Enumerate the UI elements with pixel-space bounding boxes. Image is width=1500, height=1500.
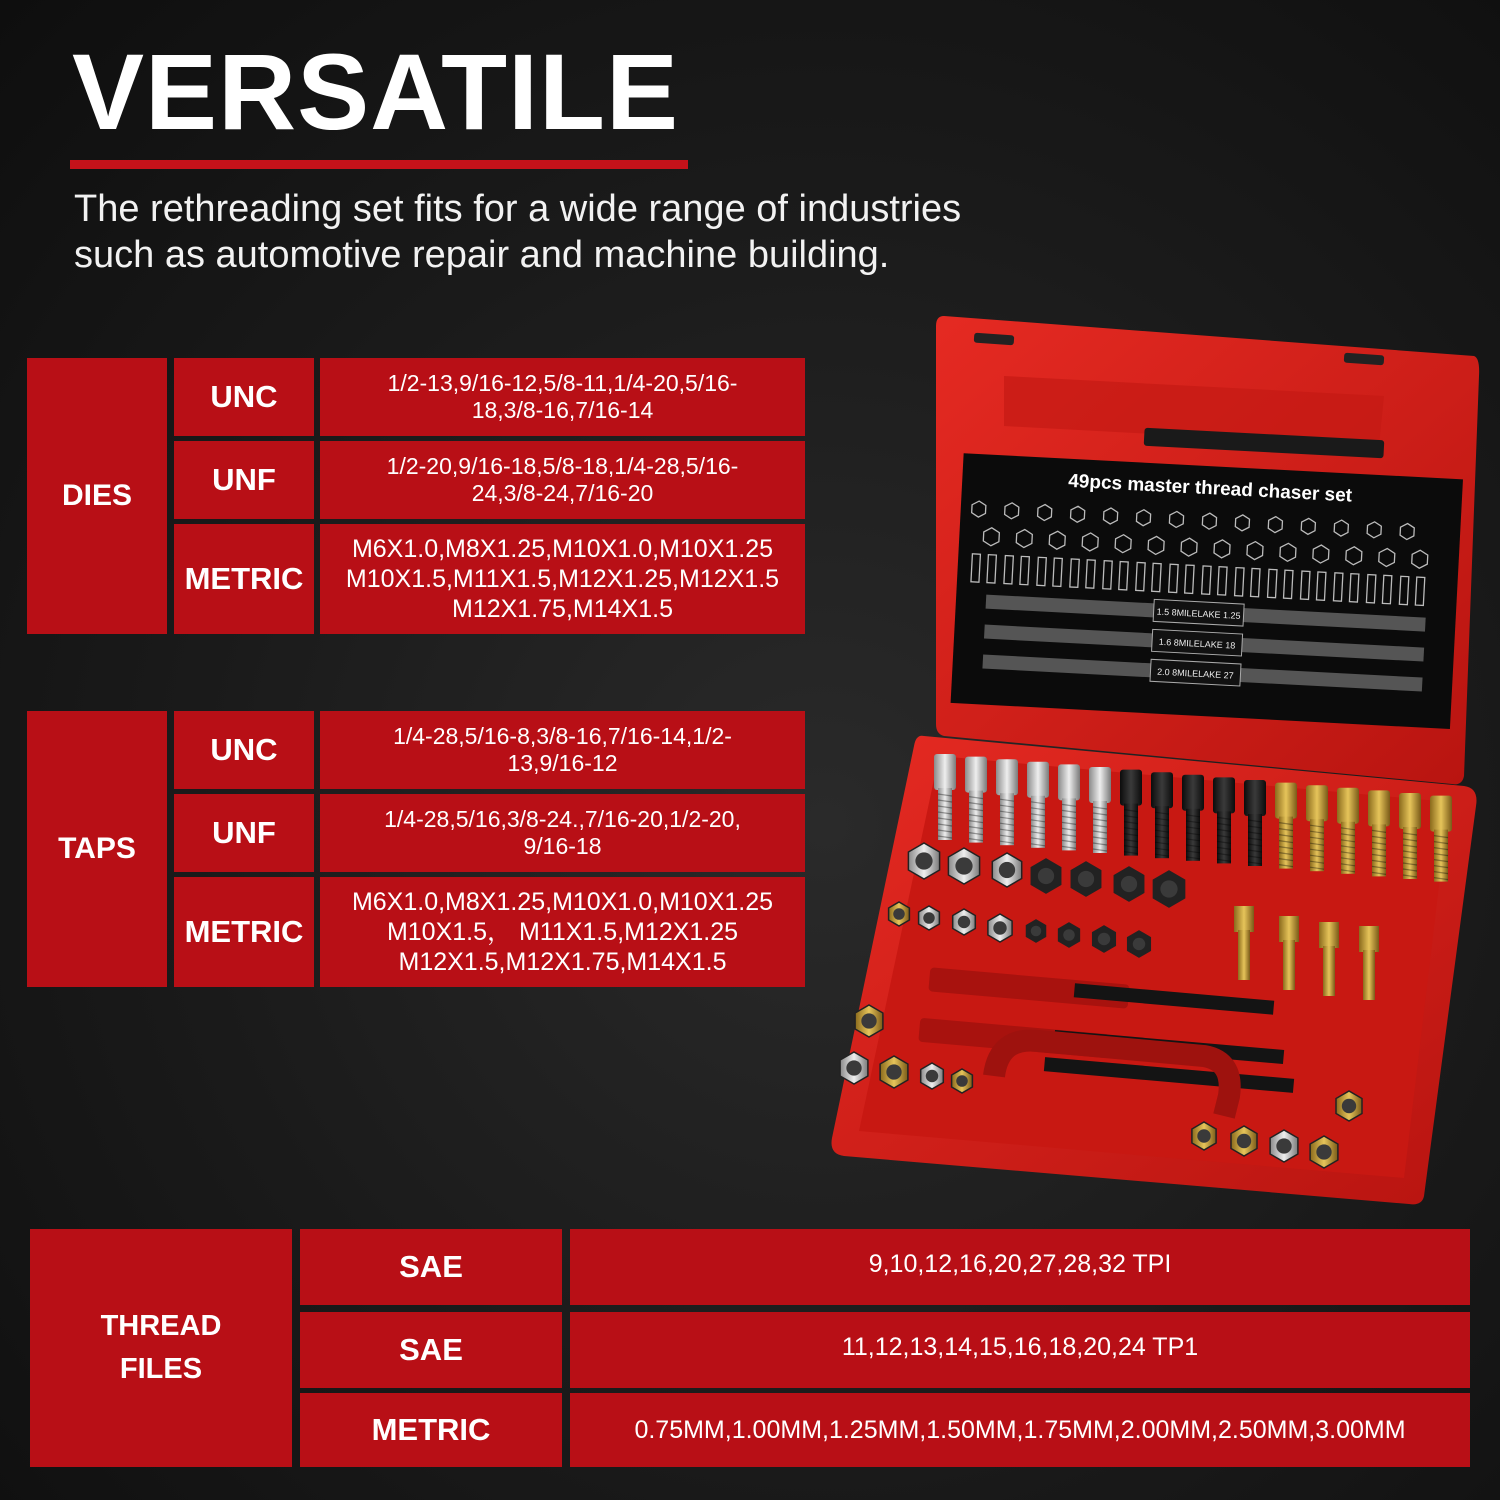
tf-sae-2-label: SAE (300, 1312, 562, 1388)
subtitle (74, 186, 1074, 278)
card-title: 49pcs master thread chaser set (1067, 470, 1353, 507)
tf-sae-1-values: 9,10,12,16,20,27,28,32 TPI (570, 1229, 1470, 1305)
taps-unc-line-1: 1/4-28,5/16-8,3/8-16,7/16-14,1/2- (393, 723, 732, 749)
die-nut (1128, 931, 1151, 957)
die-nut (1114, 867, 1143, 901)
taps-metric-line-2: M10X1.5， M11X1.5,M12X1.25 (386, 918, 739, 946)
die-nut (889, 902, 910, 926)
dies-group-label: DIES (27, 358, 167, 634)
tf-sae-1-label: SAE (300, 1229, 562, 1305)
die-nut (1192, 1122, 1216, 1150)
die-nut (880, 1056, 908, 1088)
dies-metric-values (320, 524, 805, 634)
die-nut (1031, 859, 1060, 893)
tf-sae-2-values: 11,12,13,14,15,16,18,20,24 TP1 (570, 1312, 1470, 1388)
taps-metric-line-3: M12X1.5,M12X1.75,M14X1.5 (398, 948, 727, 976)
subtitle-line-1: The rethreading set fits for a wide range of industries (74, 188, 962, 230)
die-nut (1027, 920, 1046, 942)
die-nut (919, 906, 940, 930)
dies-unc-label: UNC (174, 358, 314, 436)
file-label-1: 1.5 8MILELAKE 1.25 (1156, 606, 1241, 621)
dies-unf-line-1: 1/2-20,9/16-18,5/8-18,1/4-28,5/16- (386, 453, 739, 479)
die-nut (952, 1069, 973, 1093)
die-nut (1231, 1126, 1257, 1156)
file-label-2: 1.6 8MILELAKE 18 (1158, 636, 1236, 651)
product-card (951, 453, 1463, 729)
thread-files-label-line-1: THREAD (100, 1310, 222, 1342)
thread-files-group-label (30, 1229, 292, 1467)
die-nut (840, 1052, 868, 1084)
taps-unf-line-1: 1/4-28,5/16,3/8-24.,7/16-20,1/2-20, (384, 806, 741, 832)
dies-metric-line-2: M10X1.5,M11X1.5,M12X1.25,M12X1.5 (345, 565, 780, 593)
dies-unf-line-2: 24,3/8-24,7/16-20 (471, 480, 654, 506)
dies-unf-values (320, 441, 805, 519)
taps-metric-line-1: M6X1.0,M8X1.25,M10X1.0,M10X1.25 (351, 888, 774, 916)
dies-unc-values (320, 358, 805, 436)
die-nut (855, 1005, 883, 1037)
taps-unc-label: UNC (174, 711, 314, 789)
page-title: VERSATILE (72, 31, 680, 152)
thread-files-label-line-2: FILES (119, 1353, 203, 1385)
product-case-image (824, 316, 1480, 1206)
taps-unf-line-2: 9/16-18 (523, 833, 602, 859)
die-nut (921, 1063, 944, 1089)
die-nut (1336, 1091, 1362, 1121)
die-nut (1093, 926, 1116, 952)
dies-unf-label: UNF (174, 441, 314, 519)
file-label-3: 2.0 8MILELAKE 27 (1156, 666, 1234, 681)
die-nut (1071, 862, 1100, 896)
die-nut (1270, 1130, 1298, 1162)
taps-unc-values (320, 711, 805, 789)
die-nut (953, 909, 976, 935)
die-nut (1310, 1136, 1338, 1168)
taps-unc-line-2: 13,9/16-12 (507, 750, 618, 776)
tf-metric-values: 0.75MM,1.00MM,1.25MM,1.50MM,1.75MM,2.00MM,2.50MM,3.00MM (570, 1393, 1470, 1467)
thread-chaser-case-illustration (824, 316, 1480, 1206)
dies-metric-line-3: M12X1.75,M14X1.5 (452, 595, 673, 623)
dies-unc-line-1: 1/2-13,9/16-12,5/8-11,1/4-20,5/16- (387, 370, 738, 396)
dies-metric-label: METRIC (174, 524, 314, 634)
die-nut (988, 914, 1012, 942)
taps-unf-values (320, 794, 805, 872)
die-nut (1059, 923, 1080, 947)
taps-metric-values (320, 877, 805, 987)
dies-unc-line-2: 18,3/8-16,7/16-14 (471, 397, 654, 423)
taps-group-label: TAPS (27, 711, 167, 987)
taps-unf-label: UNF (174, 794, 314, 872)
taps-metric-label: METRIC (174, 877, 314, 987)
die-nut (992, 853, 1021, 887)
subtitle-line-2: such as automotive repair and machine building. (74, 234, 890, 276)
dies-metric-line-1: M6X1.0,M8X1.25,M10X1.0,M10X1.25 (351, 535, 774, 563)
title-underline (70, 160, 688, 169)
tf-metric-label: METRIC (300, 1393, 562, 1467)
